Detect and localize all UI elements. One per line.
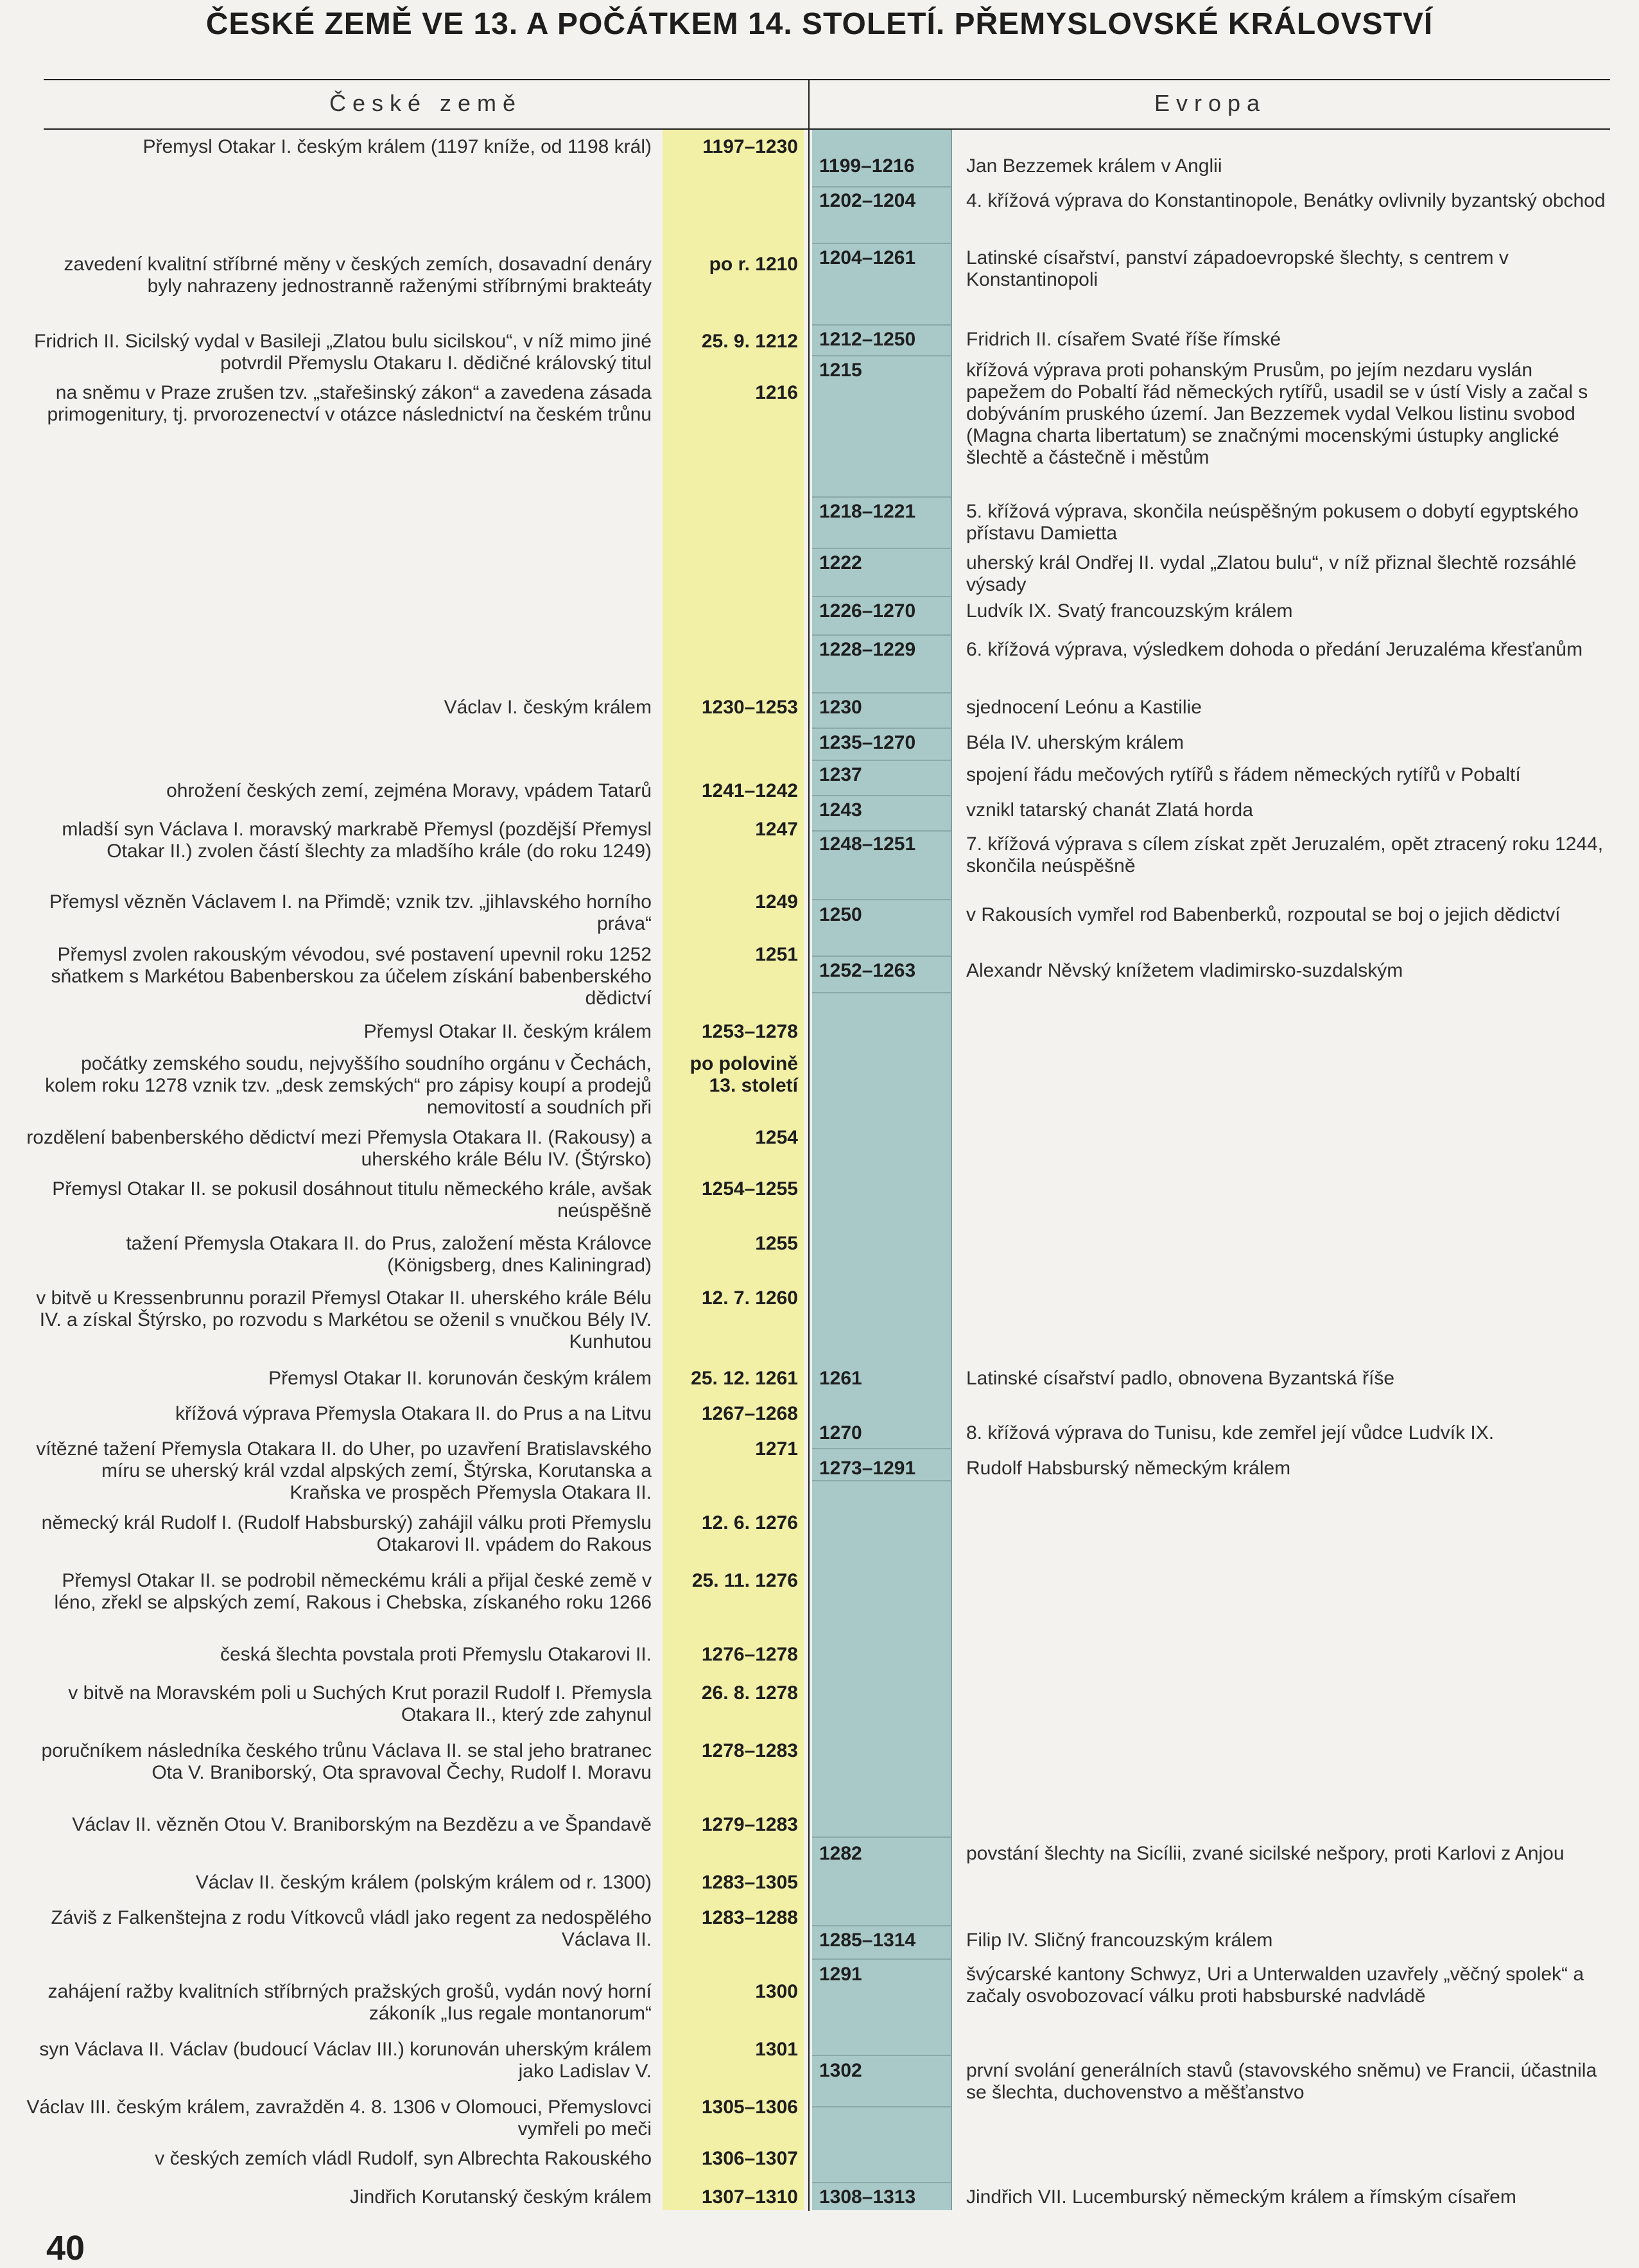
bohemia-event-text: vítězné tažení Přemysla Otakara II. do Uher, po uzavření Bratislavského míru se uherský král vzdal alpských zemí, Štýrska, Korutanska a Kraňska ve prospěch Přemysla Otakara II.	[36, 1438, 652, 1503]
europe-event-text: Ludvík IX. Svatý francouzským králem	[966, 600, 1293, 622]
bohemia-event-date: 1306–1307	[701, 2148, 798, 2169]
europe-event-text: Jan Bezzemek králem v Anglii	[966, 155, 1222, 177]
bohemia-event-text: Václav I. českým králem	[444, 697, 652, 718]
europe-event-text: Rudolf Habsburský německým králem	[966, 1458, 1291, 1479]
bohemia-event-date: 1247	[755, 819, 798, 840]
europe-row-separator	[812, 760, 951, 761]
europe-event-text: Jindřich VII. Lucemburský německým králem a římským císařem	[966, 2186, 1516, 2208]
europe-row-separator	[812, 1925, 951, 1926]
bohemia-event-date: 1301	[755, 2039, 798, 2060]
bohemia-event-date: 25. 11. 1276	[691, 1570, 798, 1591]
europe-event-date: 1270	[819, 1422, 862, 1444]
bohemia-event-text: Jindřich Korutanský českým králem	[349, 2186, 652, 2208]
bohemia-event-date: 1279–1283	[701, 1814, 798, 1835]
bohemia-event-text: Přemysl Otakar II. českým králem	[363, 1021, 652, 1042]
europe-row-separator	[812, 324, 951, 326]
right-date-band-edge	[951, 130, 952, 2210]
bohemia-event-date: 26. 8. 1278	[701, 1682, 798, 1704]
bohemia-event-text: německý král Rudolf I. (Rudolf Habsburský) zahájil válku proti Přemyslu Otakarovi II. vpádem do Rakous	[41, 1512, 652, 1555]
europe-event-date: 1261	[819, 1368, 862, 1389]
europe-row-separator	[812, 1448, 951, 1449]
bohemia-event-date: 1283–1288	[701, 1907, 798, 1928]
europe-event-text: sjednocení Leónu a Kastilie	[966, 697, 1202, 718]
europe-row-separator	[812, 955, 951, 957]
europe-column-header: Evropa	[1154, 90, 1267, 116]
bohemia-event-text: česká šlechta povstala proti Přemyslu Otakarovi II.	[220, 1644, 652, 1665]
europe-event-text: Latinské císařství, panství západoevropské šlechty, s centrem v Konstantinopoli	[966, 247, 1509, 290]
bohemia-event-date: 1254–1255	[701, 1178, 798, 1199]
europe-event-date: 1250	[819, 904, 862, 925]
europe-event-text: Fridrich II. císařem Svaté říše římské	[966, 329, 1281, 350]
bohemia-event-text: křížová výprava Přemysla Otakara II. do Prus a na Litvu	[175, 1403, 652, 1424]
bohemia-event-date: 1251	[755, 944, 798, 965]
column-divider	[808, 79, 810, 2211]
bohemia-event-text: v bitvě na Moravském poli u Suchých Krut porazil Rudolf I. Přemysla Otakara II., který zde zahynul	[68, 1682, 652, 1725]
europe-row-separator	[812, 2182, 951, 2183]
europe-event-text: Filip IV. Sličný francouzským králem	[966, 1930, 1273, 1951]
europe-event-date: 1226–1270	[819, 600, 916, 622]
europe-event-text: první svolání generálních stavů (stavovského sněmu) ve Francii, účastnila se šlechta, duchovenstvo a měšťanstvo	[966, 2060, 1597, 2103]
bohemia-event-date: 1305–1306	[701, 2097, 798, 2118]
europe-event-date: 1252–1263	[819, 960, 916, 981]
bohemia-column-header: České země	[329, 90, 523, 116]
europe-row-separator	[812, 243, 951, 244]
europe-event-date: 1212–1250	[819, 329, 916, 350]
bohemia-event-date: 1254	[755, 1127, 798, 1148]
bohemia-event-text: Přemysl vězněn Václavem I. na Přimdě; vznik tzv. „jihlavského horního práva“	[49, 891, 652, 934]
europe-event-date: 1237	[819, 764, 862, 785]
bohemia-event-date: 1216	[755, 382, 798, 403]
bohemia-event-text: v českých zemích vládl Rudolf, syn Albrechta Rakouského	[155, 2148, 652, 2169]
europe-event-date: 1282	[819, 1843, 862, 1864]
bohemia-event-text: poručníkem následníka českého trůnu Václava II. se stal jeho bratranec Ota V. Braniborský, Ota spravoval Čechy, Rudolf I. Moravu	[41, 1740, 652, 1783]
europe-row-separator	[812, 2106, 951, 2107]
bohemia-event-text: Přemysl Otakar II. se pokusil dosáhnout titulu německého krále, avšak neúspěšně	[52, 1178, 652, 1221]
europe-event-text: uherský král Ondřej II. vydal „Zlatou bulu“, v níž přiznal šlechtě rozsáhlé výsady	[966, 552, 1577, 595]
europe-row-separator	[812, 728, 951, 729]
bohemia-event-date: po polovině 13. století	[689, 1053, 798, 1096]
bohemia-event-date: 1267–1268	[701, 1403, 798, 1424]
europe-row-separator	[812, 186, 951, 188]
bohemia-event-date: 12. 7. 1260	[701, 1287, 798, 1309]
europe-event-text: vznikl tatarský chanát Zlatá horda	[966, 799, 1253, 821]
header-top-rule	[44, 79, 1610, 80]
europe-event-date: 1285–1314	[819, 1930, 916, 1951]
bohemia-event-date: 1276–1278	[701, 1644, 798, 1665]
europe-row-separator	[812, 830, 951, 832]
europe-event-text: 6. křížová výprava, výsledkem dohoda o předání Jeruzaléma křesťanům	[966, 639, 1583, 660]
europe-event-text: Alexandr Něvský knížetem vladimirsko-suzdalským	[966, 960, 1403, 981]
bohemia-event-date: 1307–1310	[701, 2186, 798, 2208]
europe-row-separator	[812, 355, 951, 356]
right-date-band	[812, 130, 951, 2210]
europe-row-separator	[812, 548, 951, 549]
bohemia-event-date: 25. 12. 1261	[691, 1368, 798, 1389]
bohemia-event-date: 1283–1305	[701, 1872, 798, 1893]
page-number: 40	[46, 2229, 85, 2267]
bohemia-event-text: Přemysl Otakar II. korunován českým králem	[268, 1368, 652, 1389]
europe-event-text: v Rakousích vymřel rod Babenberků, rozpoutal se boj o jejich dědictví	[966, 904, 1561, 925]
europe-event-date: 1291	[819, 1964, 862, 1985]
europe-event-text: Béla IV. uherským králem	[966, 732, 1184, 753]
europe-event-date: 1204–1261	[819, 247, 916, 268]
europe-event-date: 1273–1291	[819, 1458, 916, 1479]
europe-row-separator	[812, 1958, 951, 1960]
europe-event-date: 1199–1216	[819, 155, 915, 177]
bohemia-event-date: 1253–1278	[701, 1021, 798, 1042]
europe-row-separator	[812, 1836, 951, 1838]
bohemia-event-date: 1241–1242	[701, 780, 798, 801]
bohemia-event-text: Václav II. vězněn Otou V. Braniborským na Bezdězu a ve Špandavě	[72, 1814, 652, 1835]
bohemia-event-text: na sněmu v Praze zrušen tzv. „stařešinský zákon“ a zavedena zásada primogenitury, tj. prvorozenectví v otázce následnictví na českém trůnu	[47, 382, 652, 425]
europe-event-date: 1228–1229	[819, 639, 916, 660]
europe-event-date: 1248–1251	[819, 833, 916, 855]
europe-row-separator	[812, 1480, 951, 1481]
bohemia-event-text: rozdělení babenberského dědictví mezi Přemysla Otakara II. (Rakousy) a uherského krále Bélu IV. (Štýrsko)	[26, 1127, 652, 1170]
bohemia-event-date: 1230–1253	[701, 697, 798, 718]
bohemia-event-text: tažení Přemysla Otakara II. do Prus, založení města Královce (Königsberg, dnes Kaliningrad)	[126, 1233, 652, 1276]
europe-event-text: křížová výprava proti pohanským Prusům, po jejím nezdaru vyslán papežem do Pobaltí řád německých rytířů, usadil se v ústí Visly a začal s dobýváním pruského území. Jan Bezzemek vydal Velkou listinu svobod (Magna charta libertatum) se značnými mocenskými ústupky anglické šlechtě a částečně i městům	[966, 360, 1588, 468]
bohemia-event-text: ohrožení českých zemí, zejména Moravy, vpádem Tatarů	[166, 780, 652, 801]
europe-event-text: 5. křížová výprava, skončila neúspěšným pokusem o dobytí egyptského přístavu Damietta	[966, 501, 1579, 544]
europe-event-text: 7. křížová výprava s cílem získat zpět Jeruzalém, opět ztracený roku 1244, skončila neúspěšně	[966, 833, 1604, 877]
bohemia-event-date: 1249	[755, 891, 798, 912]
left-date-band	[663, 130, 804, 2210]
page-title: ČESKÉ ZEMĚ VE 13. A POČÁTKEM 14. STOLETÍ. PŘEMYSLOVSKÉ KRÁLOVSTVÍ	[205, 7, 1434, 41]
bohemia-event-text: syn Václava II. Václav (budoucí Václav III.) korunován uherským králem jako Ladislav V.	[39, 2039, 652, 2082]
europe-event-date: 1202–1204	[819, 190, 916, 211]
europe-event-text: Latinské císařství padlo, obnovena Byzantská říše	[966, 1368, 1395, 1389]
europe-event-text: 8. křížová výprava do Tunisu, kde zemřel její vůdce Ludvík IX.	[966, 1422, 1495, 1444]
bohemia-event-text: Přemysl zvolen rakouským vévodou, své postavení upevnil roku 1252 sňatkem s Markétou Babenberskou za účelem získání babenberského dědictví	[51, 944, 652, 1009]
europe-event-text: spojení řádu mečových rytířů s řádem německých rytířů v Pobaltí	[966, 764, 1521, 785]
bohemia-event-text: mladší syn Václava I. moravský markrabě Přemysl (pozdější Přemysl Otakar II.) zvolen částí šlechty za mladšího krále (do roku 1249)	[62, 819, 652, 862]
bohemia-event-date: 1300	[755, 1981, 798, 2002]
bohemia-event-date: 1197–1230	[702, 136, 798, 157]
europe-row-separator	[812, 795, 951, 796]
bohemia-event-date: 1255	[755, 1233, 798, 1254]
bohemia-event-date: 25. 9. 1212	[701, 331, 798, 352]
europe-row-separator	[812, 692, 951, 693]
europe-event-date: 1235–1270	[819, 732, 916, 753]
bohemia-event-text: Záviš z Falkenštejna z rodu Vítkovců vládl jako regent za nedospělého Václava II.	[51, 1907, 652, 1950]
bohemia-event-date: 1278–1283	[701, 1740, 798, 1761]
bohemia-event-text: Přemysl Otakar I. českým králem (1197 kníže, od 1198 král)	[143, 136, 652, 157]
europe-event-date: 1302	[819, 2060, 862, 2081]
bohemia-event-text: v bitvě u Kressenbrunnu porazil Přemysl Otakar II. uherského krále Bélu IV. a získal Štýrsko, po rozvodu s Markétou se oženil s vnučkou Bély IV. Kunhutou	[36, 1287, 652, 1352]
bohemia-event-text: Václav II. českým králem (polským králem od r. 1300)	[195, 1872, 652, 1893]
europe-event-text: 4. křížová výprava do Konstantinopole, Benátky ovlivnily byzantský obchod	[966, 190, 1606, 211]
bohemia-event-text: Přemysl Otakar II. se podrobil německému králi a přijal české země v léno, zřekl se alpských zemí, Rakous i Chebska, získaného roku 1266	[54, 1570, 652, 1613]
europe-event-date: 1218–1221	[819, 501, 916, 522]
europe-row-separator	[812, 496, 951, 498]
europe-event-date: 1230	[819, 697, 862, 718]
europe-event-text: švýcarské kantony Schwyz, Uri a Unterwalden uzavřely „věčný spolek“ a začaly osvobozovací válku proti habsburské nadvládě	[966, 1964, 1584, 2007]
europe-event-date: 1222	[819, 552, 862, 573]
bohemia-event-text: Fridrich II. Sicilský vydal v Basileji „Zlatou bulu sicilskou“, v níž mimo jiné potvrdil Přemyslu Otakaru I. dědičné královský titul	[34, 331, 652, 374]
europe-row-separator	[812, 596, 951, 597]
europe-row-separator	[812, 634, 951, 636]
bohemia-event-text: zahájení ražby kvalitních stříbrných pražských grošů, vydán nový horní zákoník „Ius regale montanorum“	[48, 1981, 652, 2024]
europe-event-date: 1243	[819, 799, 862, 821]
bohemia-event-date: po r. 1210	[709, 254, 798, 275]
europe-event-date: 1308–1313	[819, 2186, 916, 2208]
bohemia-event-text: zavedení kvalitní stříbrné měny v českých zemích, dosavadní denáry byly nahrazeny jednostranně raženými stříbrnými brakteáty	[64, 254, 652, 297]
bohemia-event-date: 1271	[755, 1438, 798, 1460]
bohemia-event-text: Václav III. českým králem, zavražděn 4. 8. 1306 v Olomouci, Přemyslovci vymřeli po meči	[26, 2097, 652, 2140]
europe-row-separator	[812, 2055, 951, 2056]
europe-event-date: 1215	[819, 360, 862, 381]
bohemia-event-date: 12. 6. 1276	[701, 1512, 798, 1533]
bohemia-event-text: počátky zemského soudu, nejvyššího soudního orgánu v Čechách, kolem roku 1278 vznik tzv. „desk zemských“ pro zápisy koupí a prodejů nemovitostí a soudních při	[45, 1053, 652, 1118]
europe-row-separator	[812, 899, 951, 900]
europe-row-separator	[812, 992, 951, 993]
europe-event-text: povstání šlechty na Sicílii, zvané sicilské nešpory, proti Karlovi z Anjou	[966, 1843, 1565, 1864]
